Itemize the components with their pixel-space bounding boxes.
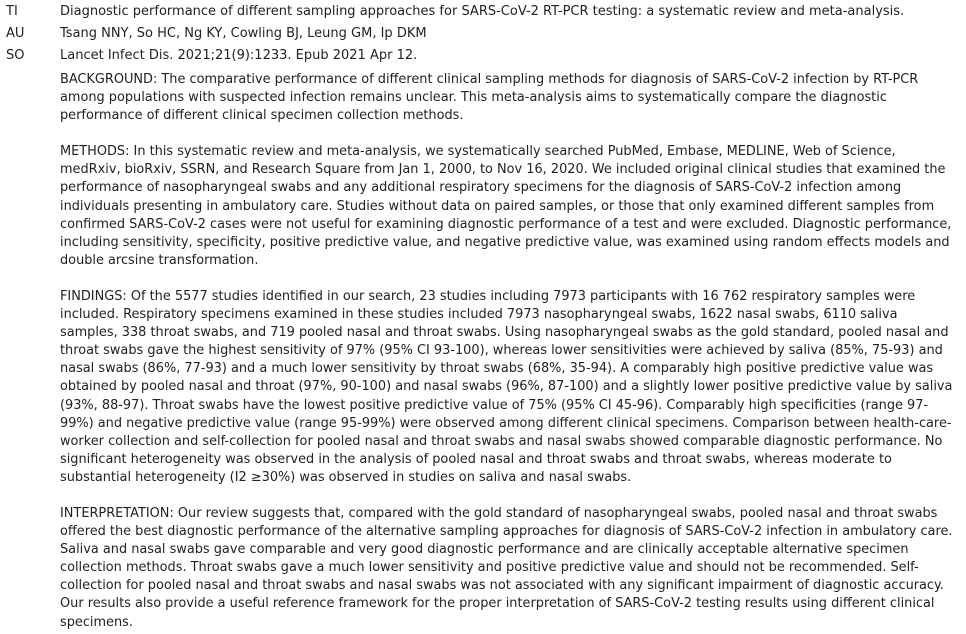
abstract-interpretation: INTERPRETATION: Our review suggests that, compared with the gold standard of nasopharyngeal swabs, pooled nasal and throat swabs offered the best diagnostic performance of the alternative sampling approaches for diagnosis of SARS-CoV-2 infection in ambulatory care. Saliva and nasal swabs gave comparable and very good diagnostic performance and are clinically acceptable alternative specimen collection methods. Throat swabs gave a much lower sensitivity and positive predictive value and should not be recommended. Self-collection for pooled nasal and throat swabs and nasal swabs was not associated with any significant impairment of diagnostic accuracy. Our results also provide a useful reference framework for the proper interpretation of SARS-CoV-2 testing results using different clinical specimens. xyxy=(60,505,953,630)
abstract-findings: FINDINGS: Of the 5577 studies identified in our search, 23 studies including 7973 participants with 16 762 respiratory samples were included. Respiratory specimens examined in these studies included 7973 nasopharyngeal swabs, 1622 nasal swabs, 6110 saliva samples, 338 throat swabs, and 719 pooled nasal and throat swabs. Using nasopharyngeal swabs as the gold standard, pooled nasal and throat swabs gave the highest sensitivity of 97% (95% CI 93-100), whereas lower sensitivities were achieved by saliva (85%, 75-93) and nasal swabs (86%, 77-93) and a much lower sensitivity by throat swabs (68%, 35-94). A comparably high positive predictive value was obtained by pooled nasal and throat (97%, 90-100) and nasal swabs (96%, 87-100) and a slightly lower positive predictive value by saliva (93%, 88-97). Throat swabs have the lowest positive predictive value of 75% (95% CI 45-96). Comparably high specificities (range 97-99%) and negative predictive value (range 95-99%) were observed among different clinical specimens. Comparison between health-care-worker collection and self-collection for pooled nasal and throat swabs and nasal swabs showed comparable diagnostic performance. No significant heterogeneity was observed in the analysis of pooled nasal and throat swabs and throat swabs, whereas moderate to substantial heterogeneity (I2 ≥30%) was observed in studies on saliva and nasal swabs. xyxy=(60,288,953,485)
source-citation: Lancet Infect Dis. 2021;21(9):1233. Epub 2021 Apr 12. xyxy=(60,48,418,63)
title-row xyxy=(0,3,966,25)
abstract xyxy=(60,71,958,632)
title-tag: TI xyxy=(6,4,18,19)
author-list: Tsang NNY, So HC, Ng KY, Cowling BJ, Leung GM, Ip DKM xyxy=(60,26,427,41)
abstract-background: BACKGROUND: The comparative performance of different clinical sampling methods for diagnosis of SARS-CoV-2 infection by RT-PCR among populations with suspected infection remains unclear. This meta-analysis aims to systematically compare the diagnostic performance of different clinical specimen collection methods. xyxy=(60,72,919,124)
source-tag: SO xyxy=(6,48,25,63)
authors-tag: AU xyxy=(6,26,25,41)
source-row xyxy=(0,47,966,69)
abstract-methods: METHODS: In this systematic review and meta-analysis, we systematically searched PubMed, Embase, MEDLINE, Web of Science, medRxiv, bioRxiv, SSRN, and Research Square from Jan 1, 2000, to Nov 16, 2020. We included original clinical studies that examined the performance of nasopharyngeal swabs and any additional respiratory specimens for the diagnosis of SARS-CoV-2 infection among individuals presenting in ambulatory care. Studies without data on paired samples, or those that only examined different samples from confirmed SARS-CoV-2 cases were not useful for examining diagnostic performance of a test and were excluded. Diagnostic performance, including sensitivity, specificity, positive predictive value, and negative predictive value, was examined using random effects models and double arcsine transformation. xyxy=(60,144,952,268)
authors-row xyxy=(0,25,966,47)
article-title: Diagnostic performance of different sampling approaches for SARS-CoV-2 RT-PCR testing: a systematic review and meta-analysis. xyxy=(60,4,905,19)
